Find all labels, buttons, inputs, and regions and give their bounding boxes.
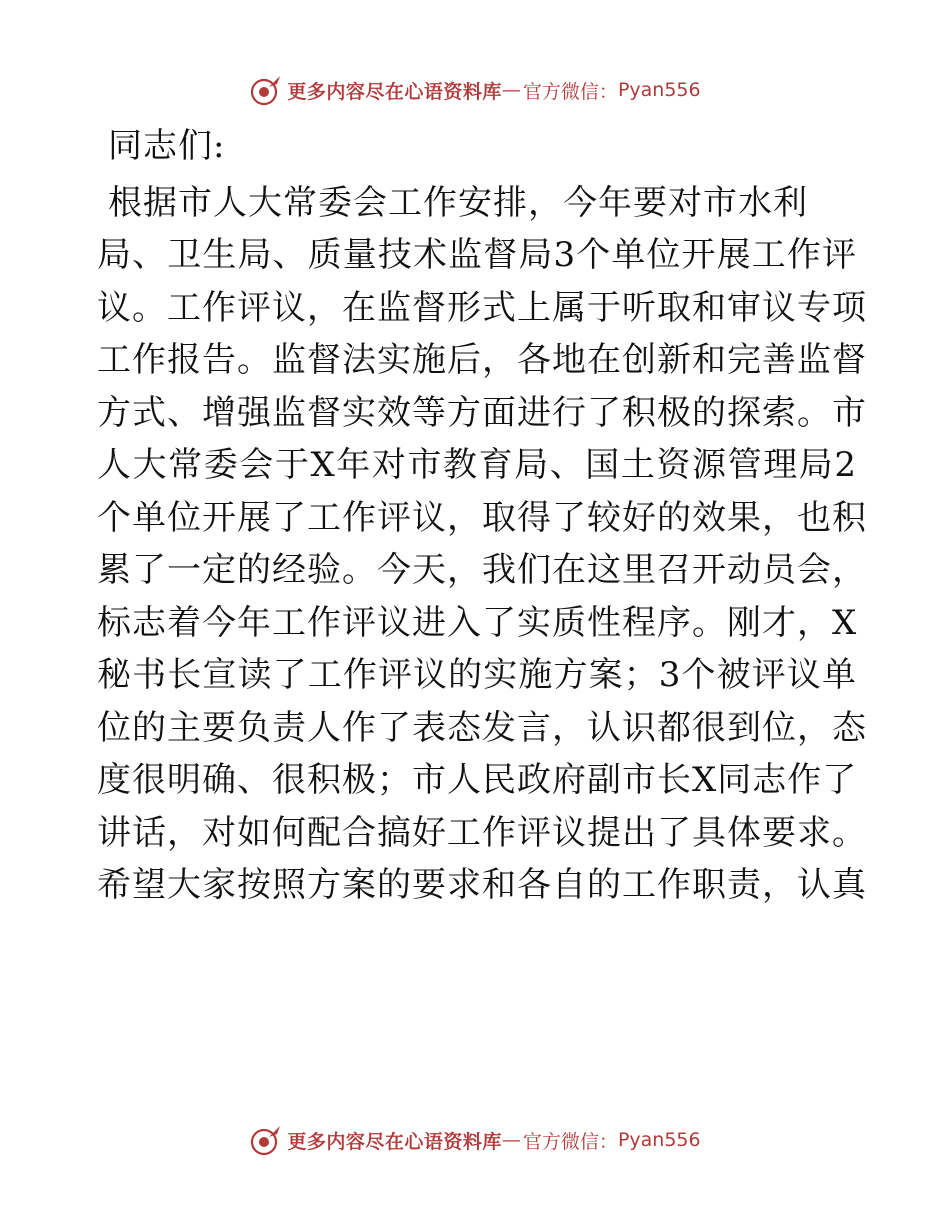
watermark-wechat-label: 官方微信： [522, 80, 618, 103]
quill-logo-icon [249, 1123, 283, 1157]
watermark-dash: — [501, 79, 521, 101]
body-line: 局、卫生局、质量技术监督局3个单位开展工作评 [97, 235, 857, 275]
body-line: 累了一定的经验。今天，我们在这里召开动员会， [97, 550, 867, 590]
salutation: 同志们: [108, 126, 226, 166]
body-line: 度很明确、很积极；市人民政府副市长X同志作了 [97, 760, 858, 800]
watermark-wechat-label: 官方微信： [522, 1130, 618, 1153]
watermark-account: Pyan556 [617, 1129, 701, 1151]
watermark-brand: 更多内容尽在心语资料库 [287, 1130, 502, 1153]
header-watermark [0, 70, 950, 110]
body-line: 希望大家按照方案的要求和各自的工作职责，认真 [97, 865, 867, 905]
body-line: 根据市人大常委会工作安排，今年要对市水利 [108, 182, 808, 223]
body-line: 位的主要负责人作了表态发言，认识都很到位，态 [97, 707, 867, 748]
body-line: 议。工作评议，在监督形式上属于听取和审议专项 [97, 287, 867, 328]
watermark-account: Pyan556 [617, 79, 701, 101]
body-line: 讲话，对如何配合搞好工作评议提出了具体要求。 [97, 812, 867, 853]
body-line: 工作报告。监督法实施后，各地在创新和完善监督 [97, 340, 867, 380]
quill-logo-icon [249, 73, 283, 107]
body-line: 标志着今年工作评议进入了实质性程序。刚才，X [97, 602, 858, 643]
body-line: 秘书长宣读了工作评议的实施方案；3个被评议单 [97, 655, 857, 695]
watermark-dash: — [501, 1129, 521, 1151]
watermark-brand: 更多内容尽在心语资料库 [287, 80, 502, 103]
footer-watermark [0, 1120, 950, 1160]
body-line: 方式、增强监督实效等方面进行了积极的探索。市 [97, 392, 867, 433]
body-line: 个单位开展了工作评议，取得了较好的效果，也积 [97, 497, 867, 538]
document-body [97, 120, 867, 912]
body-line: 人大常委会于X年对市教育局、国土资源管理局2 [97, 445, 857, 485]
